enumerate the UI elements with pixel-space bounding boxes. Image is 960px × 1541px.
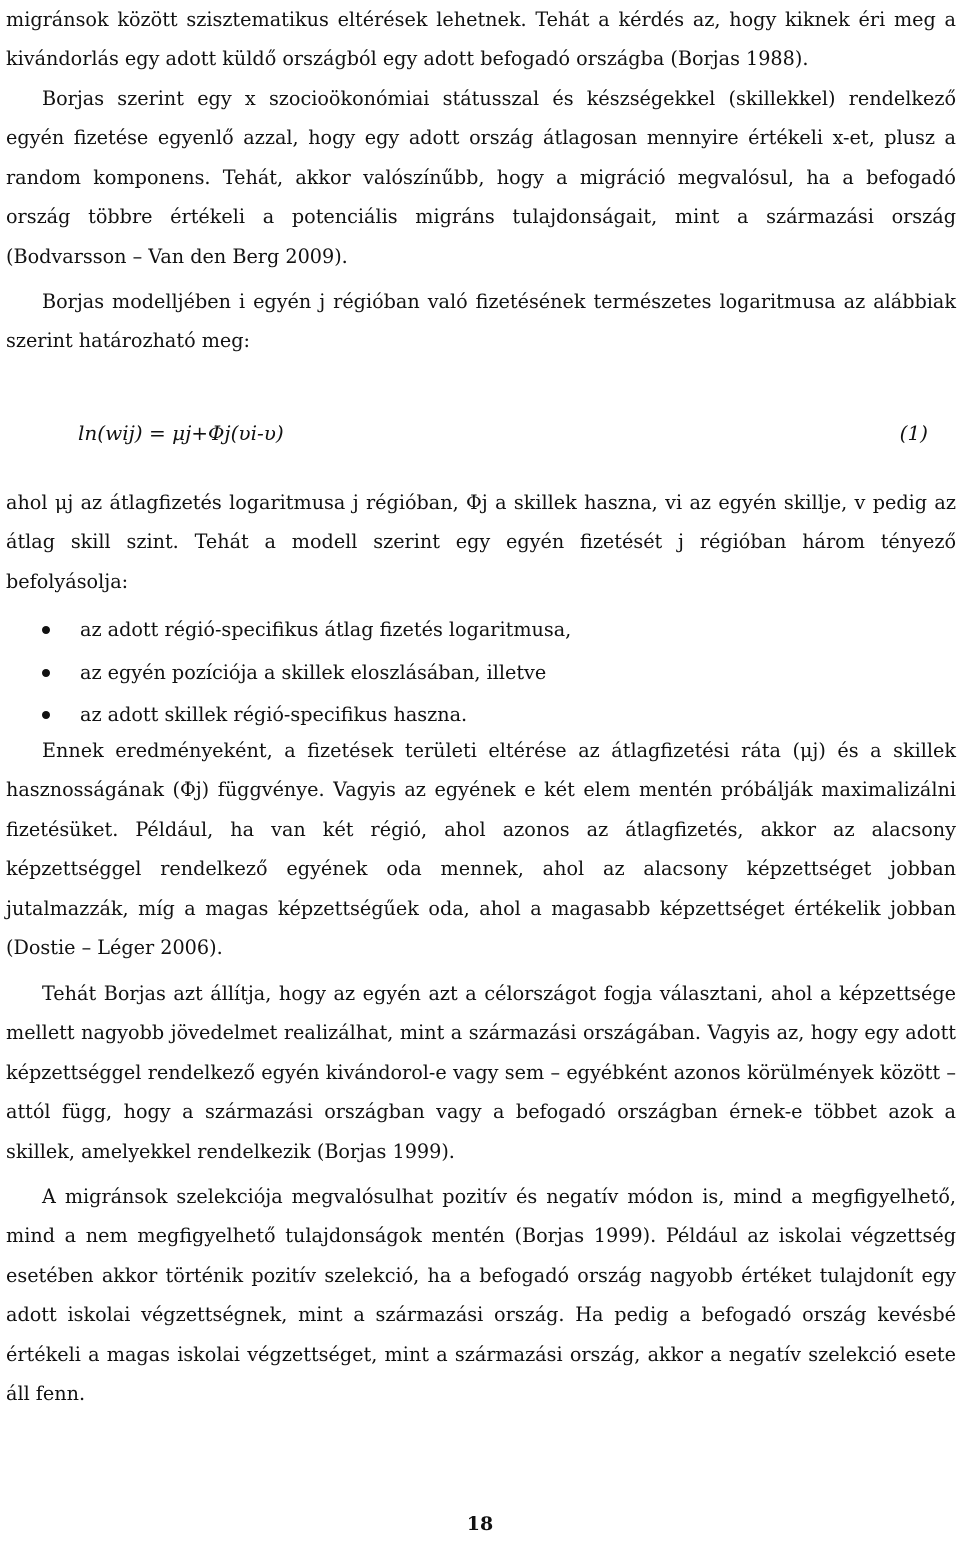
paragraph-variable-definitions: ahol μj az átlagfizetés logaritmusa j régióban, Φj a skillek haszna, vi az egyén skillje, v pedig az átlag skill szint. Tehát a modell szerint egy egyén fizetését j régióban három tényező befolyásolja: <box>6 491 956 593</box>
factor-list <box>6 609 956 737</box>
paragraph-borjas-model: Borjas szerint egy x szocioökonómiai státusszal és készségekkel (skillekkel) rendelkező egyén fizetése egyenlő azzal, hogy egy adott ország átlagosan mennyire értékeli x-et, plusz a random komponens. Tehát, akkor valószínűbb, hogy a migráció megvalósul, ha a befogadó ország többre értékeli a potenciális migráns tulajdonságait, mint a származási ország (Bodvarsson – Van den Berg 2009). <box>6 87 956 268</box>
paragraph-wage-differences: Ennek eredményeként, a fizetések területi eltérése az átlagfizetési ráta (μj) és a skillek hasznosságának (Φj) függvénye. Vagyis az egyének e két elem mentén próbálják maximalizálni fizetésüket. Például, ha van két régió, ahol azonos az átlagfizetés, akkor az alacsony képzettséggel rendelkező egyének oda mennek, ahol az alacsony képzettséget jobban jutalmazzák, míg a magas képzettségűek oda, ahol a magasabb képzettséget értékelik jobban (Dostie – Léger 2006). <box>6 739 956 960</box>
bullet-icon <box>42 669 50 677</box>
equation-number: (1) <box>899 421 928 445</box>
paragraph-destination-choice: Tehát Borjas azt állítja, hogy az egyén azt a célországot fogja választani, ahol a képzettsége mellett nagyobb jövedelmet realizálhat, mint a származási országában. Vagyis az, hogy egy adott képzettséggel rendelkező egyén kivándorol-e vagy sem – egyébként azonos körülmények között – attól függ, hogy a származási országban vagy a befogadó országban érnek-e többet azok a skillek, amelyekkel rendelkezik (Borjas 1999). <box>6 982 956 1163</box>
paragraph-intro: migránsok között szisztematikus eltérések lehetnek. Tehát a kérdés az, hogy kiknek éri meg a kivándorlás egy adott küldő országból egy adott befogadó országba (Borjas 1988). <box>6 8 956 71</box>
equation-1 <box>78 415 928 451</box>
paragraph-borjas-equation-intro: Borjas modelljében i egyén j régióban való fizetésének természetes logaritmusa az alábbiak szerint határozható meg: <box>6 290 956 353</box>
page-number: 18 <box>466 1513 494 1535</box>
list-item-text: az adott skillek régió-specifikus haszna. <box>80 703 468 726</box>
list-item <box>6 609 956 652</box>
list-item-text: az egyén pozíciója a skillek eloszlásában, illetve <box>80 660 547 684</box>
bullet-icon <box>42 711 50 719</box>
list-item <box>6 652 956 695</box>
list-item-text: az adott régió-specifikus átlag fizetés logaritmusa, <box>80 618 572 641</box>
bullet-icon <box>42 626 50 634</box>
equation-expression: ln(wij) = μj+Φj(υi-υ) <box>78 421 284 445</box>
paragraph-selection: A migránsok szelekciója megvalósulhat pozitív és negatív módon is, mind a megfigyelhető, mind a nem megfigyelhető tulajdonságok mentén (Borjas 1999). Például az iskolai végzettség esetében akkor történik pozitív szelekció, ha a befogadó ország nagyobb értéket tulajdonít egy adott iskolai végzettségnek, mint a származási ország. Ha pedig a befogadó ország kevésbé értékeli a magas iskolai végzettséget, mint a származási ország, akkor a negatív szelekció esete áll fenn. <box>6 1185 956 1406</box>
